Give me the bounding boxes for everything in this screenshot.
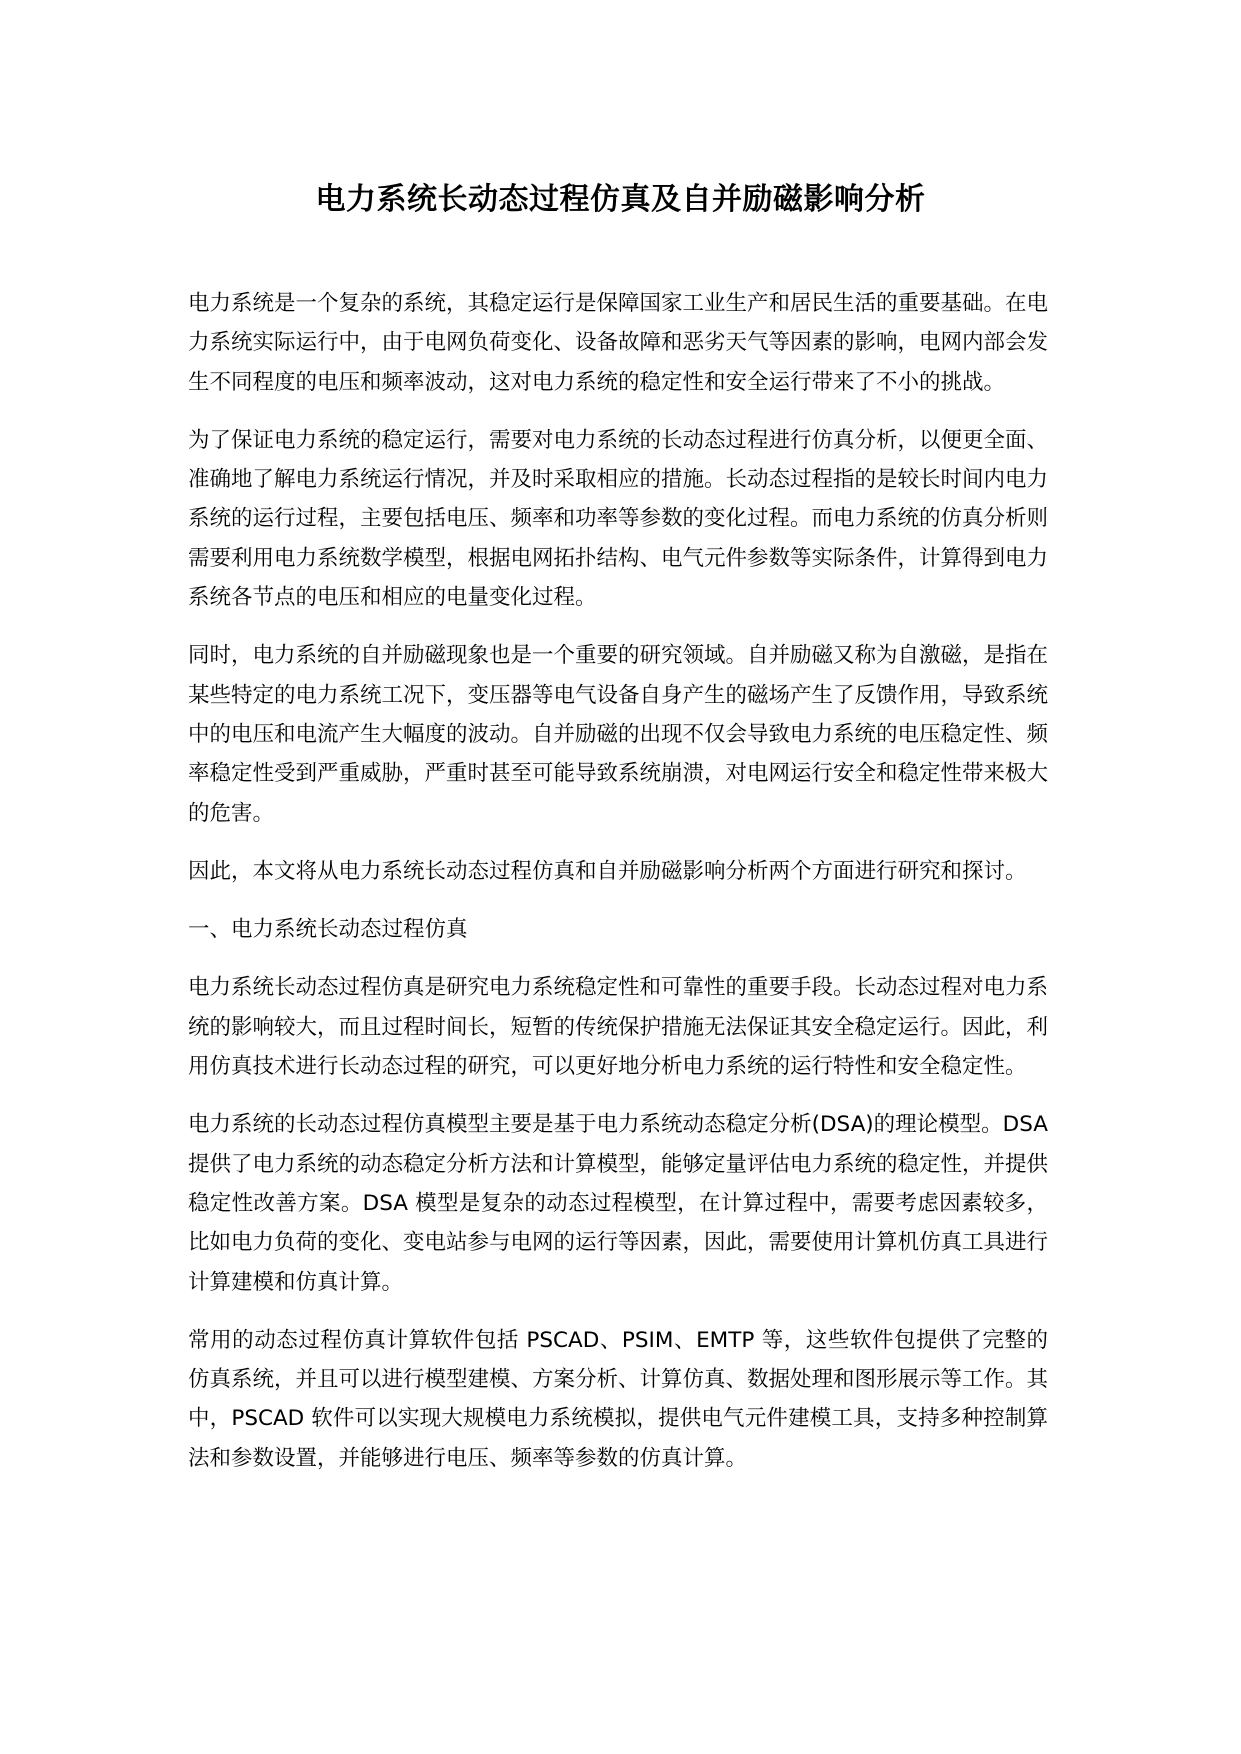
paragraph-scope: 因此，本文将从电力系统长动态过程仿真和自并励磁影响分析两个方面进行研究和探讨。 [188,858,1027,884]
document-title: 电力系统长动态过程仿真及自并励磁影响分析 [315,182,926,217]
paragraph-section1-software: 常用的动态过程仿真计算软件包括 PSCAD、PSIM、EMTP 等，这些软件包提供了完整的仿真系统，并且可以进行模型建模、方案分析、计算仿真、数据处理和图形展示等工作。其中，PSCAD 软件可以实现大规模电力系统模拟，提供电气元件建模工具，支持多种控制算法和参数设置，并能够进行电压、频率等参数的仿真计算。 [188,1327,1049,1471]
paragraph-section1-dsa: 电力系统的长动态过程仿真模型主要是基于电力系统动态稳定分析(DSA)的理论模型。DSA 提供了电力系统的动态稳定分析方法和计算模型，能够定量评估电力系统的稳定性，并提供稳定性改善方案。DSA 模型是复杂的动态过程模型，在计算过程中，需要考虑因素较多，比如电力负荷的变化、变电站参与电网的运行等因素，因此，需要使用计算机仿真工具进行计算建模和仿真计算。 [188,1112,1049,1295]
paragraph-self-excitation: 同时，电力系统的自并励磁现象也是一个重要的研究领域。自并励磁又称为自激磁，是指在某些特定的电力系统工况下，变压器等电气设备自身产生的磁场产生了反馈作用，导致系统中的电压和电流产生大幅度的波动。自并励磁的出现不仅会导致电力系统的电压稳定性、频率稳定性受到严重威胁，严重时甚至可能导致系统崩溃，对电网运行安全和稳定性带来极大的危害。 [188,643,1049,826]
section-heading-1: 一、电力系统长动态过程仿真 [188,917,468,943]
paragraph-intro: 电力系统是一个复杂的系统，其稳定运行是保障国家工业生产和居民生活的重要基础。在电力系统实际运行中，由于电网负荷变化、设备故障和恶劣天气等因素的影响，电网内部会发生不同程度的电压和频率波动，这对电力系统的稳定性和安全运行带来了不小的挑战。 [188,291,1049,395]
paragraph-section1-overview: 电力系统长动态过程仿真是研究电力系统稳定性和可靠性的重要手段。长动态过程对电力系统的影响较大，而且过程时间长，短暂的传统保护措施无法保证其安全稳定运行。因此，利用仿真技术进行长动态过程的研究，可以更好地分析电力系统的运行特性和安全稳定性。 [188,975,1049,1080]
document-body [188,284,1048,1497]
paragraph-simulation-purpose: 为了保证电力系统的稳定运行，需要对电力系统的长动态过程进行仿真分析，以便更全面、准确地了解电力系统运行情况，并及时采取相应的措施。长动态过程指的是较长时间内电力系统的运行过程，主要包括电压、频率和功率等参数的变化过程。而电力系统的仿真分析则需要利用电力系统数学模型，根据电网拓扑结构、电气元件参数等实际条件，计算得到电力系统各节点的电压和相应的电量变化过程。 [188,427,1049,611]
